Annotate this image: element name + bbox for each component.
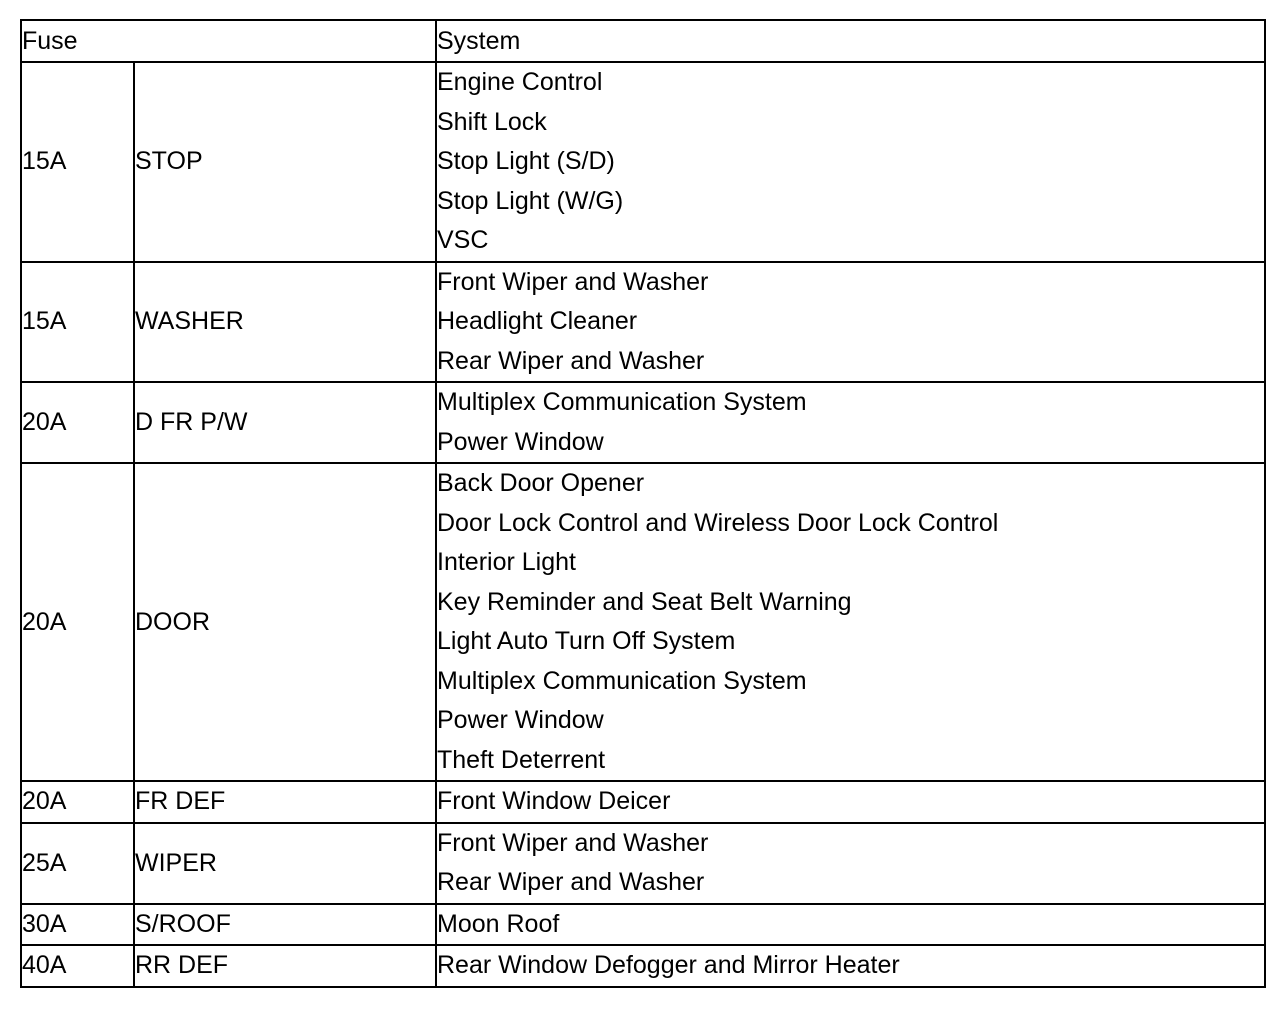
system-item: Light Auto Turn Off System bbox=[437, 627, 736, 655]
fuse-row bbox=[21, 382, 1265, 463]
fuse-row bbox=[21, 463, 1265, 781]
system-item: Shift Lock bbox=[437, 107, 547, 136]
system-item: Front Wiper and Washer bbox=[437, 267, 709, 296]
fuse-name: RR DEF bbox=[134, 945, 436, 987]
fuse-systems bbox=[436, 945, 1265, 987]
fuse-amperage: 30A bbox=[21, 904, 134, 946]
fuse-name: S/ROOF bbox=[134, 904, 436, 946]
system-item: Stop Light (W/G) bbox=[437, 186, 624, 215]
fuse-row bbox=[21, 904, 1265, 946]
fuse-row bbox=[21, 62, 1265, 262]
fuse-name: DOOR bbox=[134, 463, 436, 781]
fuse-row bbox=[21, 823, 1265, 904]
fuse-amperage: 20A bbox=[21, 781, 134, 823]
system-item: Rear Wiper and Washer bbox=[437, 868, 705, 896]
fuse-name: WIPER bbox=[134, 823, 436, 904]
header-fuse: Fuse bbox=[21, 20, 436, 62]
fuse-name: D FR P/W bbox=[134, 382, 436, 463]
fuse-systems bbox=[436, 262, 1265, 383]
fuse-amperage: 15A bbox=[21, 262, 134, 383]
fuse-row bbox=[21, 262, 1265, 383]
fuse-name: STOP bbox=[134, 62, 436, 262]
system-item: Multiplex Communication System bbox=[437, 388, 807, 416]
fuse-name: FR DEF bbox=[134, 781, 436, 823]
system-item: Power Window bbox=[437, 706, 604, 734]
system-item: Moon Roof bbox=[437, 909, 560, 938]
system-item: Headlight Cleaner bbox=[437, 307, 638, 335]
fuse-systems bbox=[436, 904, 1265, 946]
fuse-systems bbox=[436, 382, 1265, 463]
system-item: Engine Control bbox=[437, 68, 603, 96]
system-item: Rear Wiper and Washer bbox=[437, 346, 705, 375]
system-item: Back Door Opener bbox=[437, 469, 645, 497]
system-item: Stop Light (S/D) bbox=[437, 147, 615, 175]
system-item: Power Window bbox=[437, 427, 604, 456]
header-system: System bbox=[436, 20, 1265, 62]
fuse-systems bbox=[436, 62, 1265, 262]
fuse-row bbox=[21, 781, 1265, 823]
fuse-amperage: 15A bbox=[21, 62, 134, 262]
fuse-amperage: 20A bbox=[21, 382, 134, 463]
system-item: Interior Light bbox=[437, 548, 576, 576]
fuse-row bbox=[21, 945, 1265, 987]
fuse-amperage: 25A bbox=[21, 823, 134, 904]
system-item: VSC bbox=[437, 226, 489, 254]
fuse-systems bbox=[436, 823, 1265, 904]
fuse-systems bbox=[436, 781, 1265, 823]
system-item: Front Wiper and Washer bbox=[437, 828, 709, 857]
system-item: Key Reminder and Seat Belt Warning bbox=[437, 587, 852, 616]
system-item: Door Lock Control and Wireless Door Lock Control bbox=[437, 508, 999, 537]
fuse-table bbox=[20, 19, 1266, 988]
system-item: Theft Deterrent bbox=[437, 745, 606, 774]
system-item: Front Window Deicer bbox=[437, 787, 671, 815]
fuse-name: WASHER bbox=[134, 262, 436, 383]
fuse-table-body bbox=[21, 62, 1265, 987]
fuse-systems bbox=[436, 463, 1265, 781]
fuse-amperage: 40A bbox=[21, 945, 134, 987]
system-item: Multiplex Communication System bbox=[437, 666, 807, 695]
header-row bbox=[21, 20, 1265, 62]
system-item: Rear Window Defogger and Mirror Heater bbox=[437, 951, 900, 979]
fuse-amperage: 20A bbox=[21, 463, 134, 781]
